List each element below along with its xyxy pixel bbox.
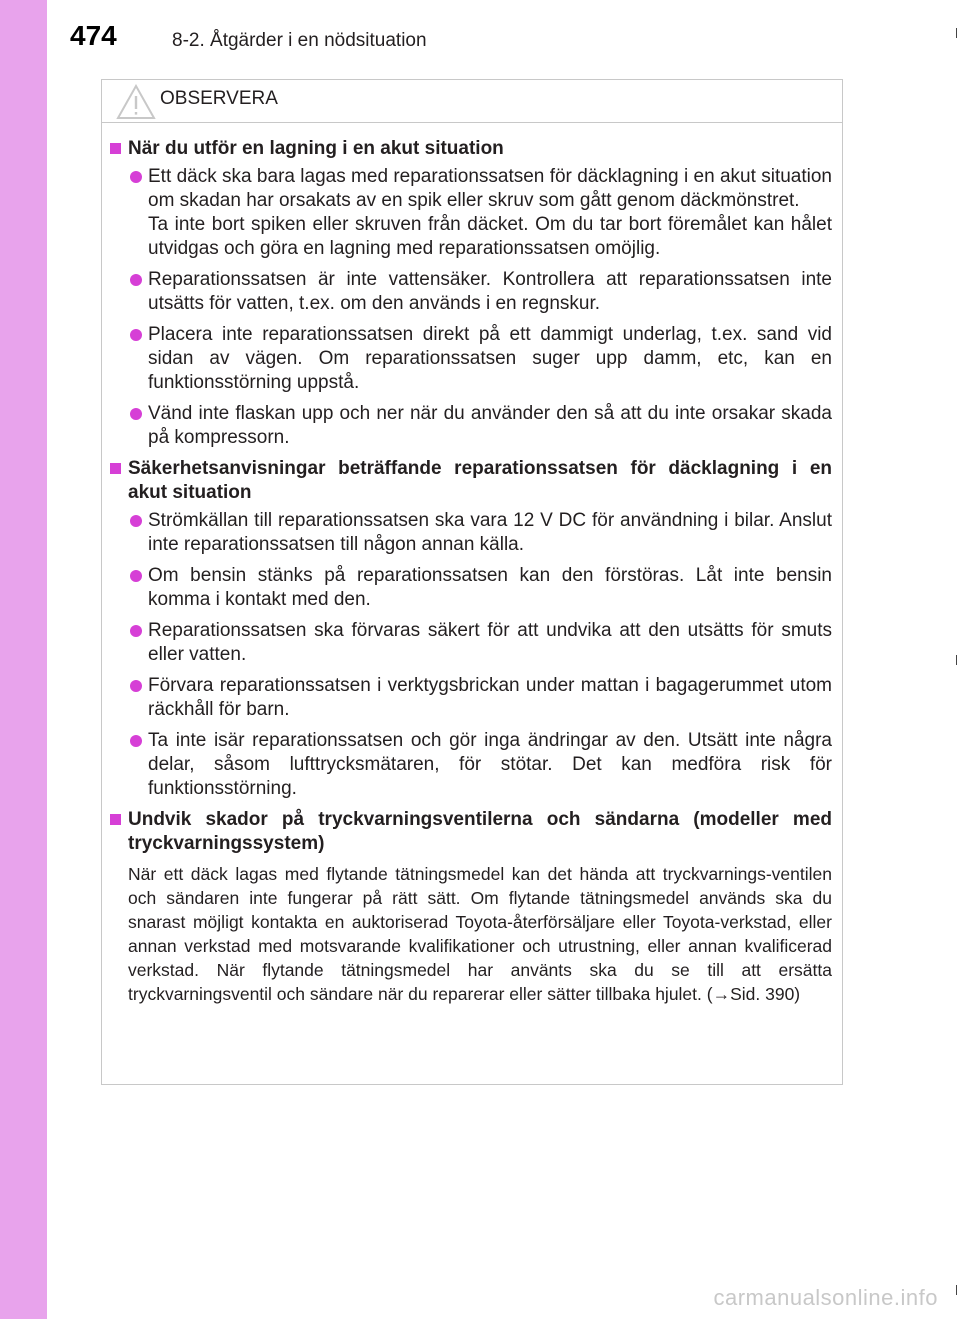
list-item: Om bensin stänks på reparationssatsen kan den förstöras. Låt inte bensin komma i kontakt med den. <box>130 564 832 612</box>
list-item: Vänd inte flaskan upp och ner när du använder den så att du inte orsakar skada på kompressorn. <box>130 402 832 450</box>
round-bullet-icon <box>130 680 142 692</box>
square-bullet-icon <box>110 463 121 474</box>
section-title: 8-2. Åtgärder i en nödsituation <box>172 30 427 51</box>
round-bullet-icon <box>130 329 142 341</box>
notice-box <box>101 79 843 1085</box>
square-bullet-icon <box>110 143 121 154</box>
round-bullet-icon <box>130 570 142 582</box>
list-item: Placera inte reparationssatsen direkt på ett dammigt underlag, t.ex. sand vid sidan av vägen. Om reparationssatsen suger upp damm, etc, kan en funktionsstörning uppstå. <box>130 323 832 395</box>
list-item: Strömkällan till reparationssatsen ska vara 12 V DC för användning i bilar. Anslut inte reparationssatsen till någon annan källa. <box>130 509 832 557</box>
list-item: Reparationssatsen ska förvaras säkert för att undvika att den utsätts för smuts eller vatten. <box>130 619 832 667</box>
body-paragraph: När ett däck lagas med flytande tätningsmedel kan det hända att tryckvarnings-ventilen och sändaren inte fungerar på rätt sätt. Om flytande tätningsmedel används ska du snarast möjligt kontakta en auktoriserad Toyota-återförsäljare eller Toyota-verkstad, eller annan verkstad med motsvarande kvalifikationer och utrustning, eller annan kvalificerad verkstad. När flytande tätningsmedel har använts ska du se till att ersätta tryckvarningsventil och sändare när du reparerar eller sätter tillbaka hjulet. (→Sid. 390) <box>128 864 832 1004</box>
notice-header <box>102 80 842 123</box>
list-item: Ta inte isär reparationssatsen och gör inga ändringar av den. Utsätt inte några delar, såsom lufttrycksmätaren, för stötar. Det kan medföra risk för funktionsstörning. <box>130 729 832 801</box>
arrow-right-icon: → <box>712 984 731 1004</box>
watermark: carmanualsonline.info <box>713 1285 938 1310</box>
round-bullet-icon <box>130 735 142 747</box>
page-reference-link[interactable]: →Sid. 390) <box>712 984 801 1004</box>
square-bullet-icon <box>110 814 121 825</box>
notice-label: OBSERVERA <box>160 88 278 109</box>
round-bullet-icon <box>130 171 142 183</box>
round-bullet-icon <box>130 625 142 637</box>
page-number: 474 <box>70 20 117 51</box>
crop-mark <box>956 1285 957 1295</box>
list-item: Förvara reparationssatsen i verktygsbrickan under mattan i bagagerummet utom räckhåll för barn. <box>130 674 832 722</box>
round-bullet-icon <box>130 408 142 420</box>
round-bullet-icon <box>130 515 142 527</box>
round-bullet-icon <box>130 274 142 286</box>
chapter-side-tab <box>0 0 47 1319</box>
crop-mark <box>956 28 957 38</box>
notice-content <box>110 137 832 1006</box>
section-heading: När du utför en lagning i en akut situation <box>110 137 832 161</box>
list-item: Ett däck ska bara lagas med reparationssatsen för däcklagning i en akut situation om skadan har orsakats av en spik eller skruv som gått genom däckmönstret. Ta inte bort spiken eller skruven från däcket. Om du tar bort föremålet kan hålet utvidgas och göra en lagning med reparationssatsen omöjlig. <box>130 165 832 261</box>
list-item: Reparationssatsen är inte vattensäker. Kontrollera att reparationssatsen inte utsätts för vatten, t.ex. om den används i en regnskur. <box>130 268 832 316</box>
section-heading: Undvik skador på tryckvarningsventilerna och sändarna (modeller med tryckvarningssystem) <box>110 808 832 856</box>
warning-triangle-icon <box>116 84 156 120</box>
section-heading: Säkerhetsanvisningar beträffande reparationssatsen för däcklagning i en akut situation <box>110 457 832 505</box>
crop-mark <box>956 655 957 665</box>
